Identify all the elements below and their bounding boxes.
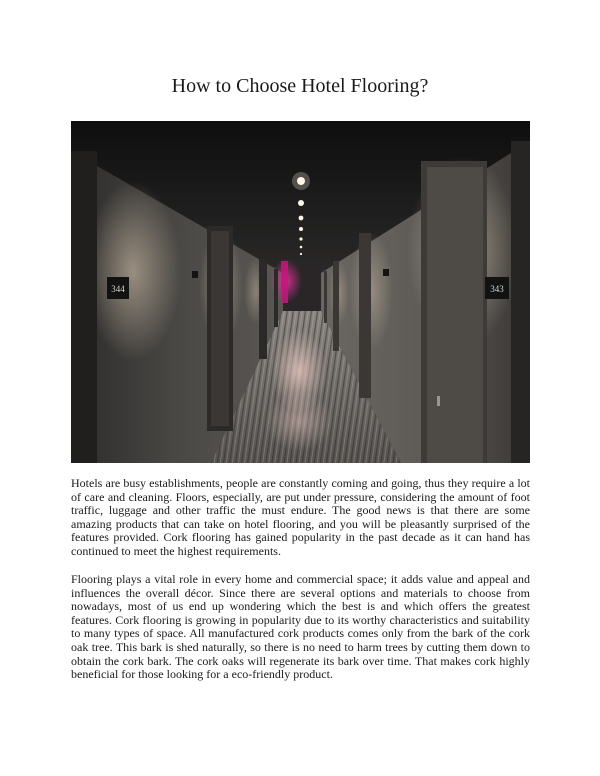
paragraph-hotel-floors: Hotels are busy establishments, people are constantly coming and going, thus they require a lot of care and cleaning. Floors, especially, are put under pressure, considering the amount of foot traffic, luggage and other traffic the must endure. The good news is that there are some amazing products that can take on hotel flooring, and you will be pleasantly surprised of the features provided. Cork flooring has gained popularity in the past decade as it can hand has continued to meet the highest requirements. — [71, 476, 530, 558]
page-title: How to Choose Hotel Flooring? — [171, 75, 429, 97]
paragraph-cork-flooring: Flooring plays a vital role in every home and commercial space; it adds value and appeal and influences the overall décor. Since there are several options and materials to choose from nowadays, most of us end up wondering which the best is and which offers the greatest features. Cork flooring is growing in popularity due to its worthy characteristics and suitability to many types of space. All manufactured cork products comes only from the bark of the cork oak tree. This bark is shed naturally, so there is no need to harm trees by cutting them down to obtain the cork bark. The cork oaks will regenerate its bark over time. That makes cork highly beneficial for those looking for a eco-friendly product. — [71, 572, 530, 682]
room-number-343: 343 — [490, 284, 504, 294]
room-number-344: 344 — [111, 284, 125, 294]
hotel-corridor-photo — [71, 121, 530, 463]
